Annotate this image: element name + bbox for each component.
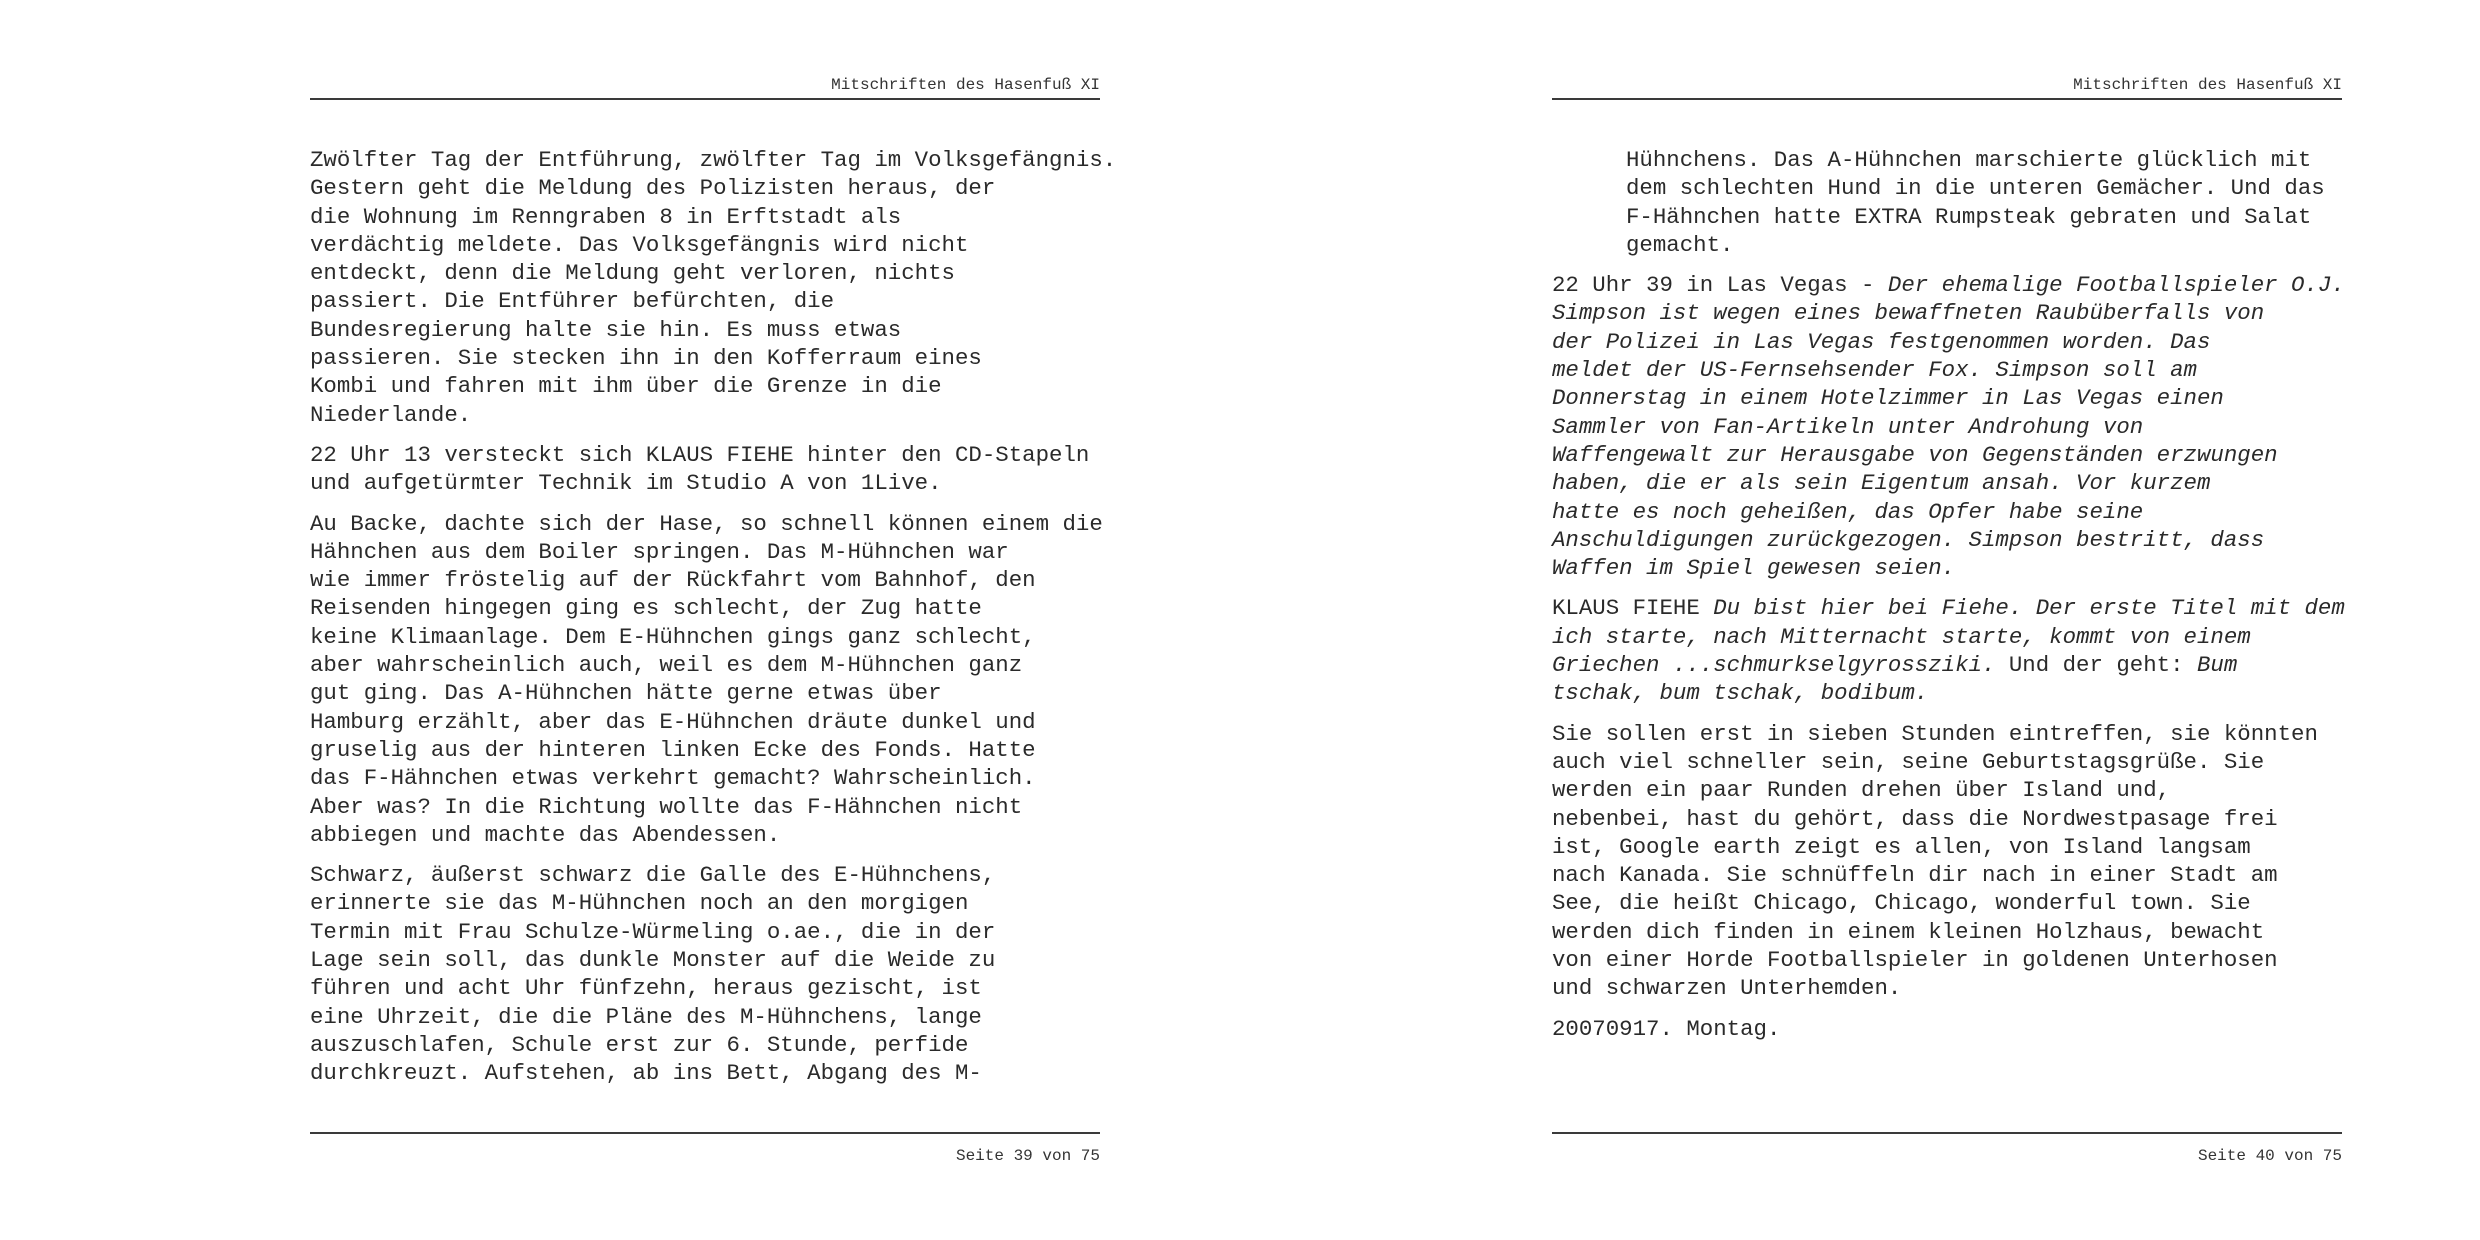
- quote-run: Der ehemalige Footballspieler O.J.: [1887, 272, 2345, 299]
- paragraph-geburtstag: [1552, 720, 2342, 1003]
- text-line: dem schlechten Hund in die unteren Gemächer. Und das: [1626, 175, 2325, 202]
- quote-line: Waffen im Spiel gewesen seien.: [1552, 555, 1956, 582]
- text-line: werden dich finden in einem kleinen Holzhaus, bewacht: [1552, 918, 2265, 945]
- page-body: [1552, 146, 2345, 1055]
- text-line: und aufgetürmter Technik im Studio A von 1Live.: [310, 470, 942, 497]
- quote-line: Simpson ist wegen eines bewaffneten Raubüberfalls von: [1552, 300, 2265, 327]
- left-page: [310, 0, 1117, 1240]
- text-line: Reisenden hingegen ging es schlecht, der Zug hatte: [310, 595, 982, 622]
- text-line: abbiegen und machte das Abendessen.: [310, 821, 781, 848]
- paragraph-las-vegas: [1552, 271, 2345, 582]
- quote-line: Sammler von Fan-Artikeln unter Androhung von: [1552, 413, 2144, 440]
- text-line: von einer Horde Footballspieler in goldenen Unterhosen: [1552, 947, 2278, 974]
- paragraph-au-backe: [310, 510, 1103, 850]
- header-rule: [310, 98, 1100, 100]
- quote-run: Griechen ...schmurkselgyrossziki.: [1552, 652, 1996, 679]
- text-line: [1552, 594, 2345, 622]
- right-page: [1552, 0, 2345, 1240]
- text-line: aber wahrscheinlich auch, weil es dem M-Hühnchen ganz: [310, 652, 1023, 679]
- text-line: Au Backe, dachte sich der Hase, so schnell können einem die: [310, 510, 1103, 537]
- text-line: Bundesregierung halte sie hin. Es muss etwas: [310, 316, 902, 343]
- page-number: Seite 39 von 75: [955, 1147, 1100, 1165]
- text-run: Und der geht:: [1995, 652, 2197, 679]
- text-line: führen und acht Uhr fünfzehn, heraus gezischt, ist: [310, 975, 982, 1002]
- quote-run: Bum: [2196, 652, 2238, 679]
- text-line: Zwölfter Tag der Entführung, zwölfter Tag im Volksgefängnis.: [310, 147, 1117, 173]
- quote-line: Waffengewalt zur Herausgabe von Gegenständen erzwungen: [1552, 441, 2278, 468]
- text-line: verdächtig meldete. Das Volksgefängnis wird nicht: [310, 231, 969, 258]
- text-line: Niederlande.: [310, 401, 472, 428]
- page-body: [310, 146, 1117, 1100]
- running-header: Mitschriften des Hasenfuß XI: [831, 76, 1100, 94]
- text-line: [1552, 651, 2342, 679]
- text-line: Termin mit Frau Schulze-Würmeling o.ae., die in der: [310, 918, 996, 945]
- text-line: 22 Uhr 13 versteckt sich KLAUS FIEHE hinter den CD-Stapeln: [310, 441, 1090, 468]
- quote-run: Du bist hier bei Fiehe. Der erste Titel mit dem: [1713, 595, 2345, 622]
- text-line: werden ein paar Runden drehen über Island und,: [1552, 777, 2171, 804]
- text-line: die Wohnung im Renngraben 8 in Erftstadt als: [310, 203, 902, 230]
- text-line: das F-Hähnchen etwas verkehrt gemacht? Wahrscheinlich.: [310, 765, 1036, 792]
- text-line: nebenbei, hast du gehört, dass die Nordwestpasage frei: [1552, 805, 2278, 832]
- text-line: auch viel schneller sein, seine Geburtstagsgrüße. Sie: [1552, 748, 2265, 775]
- quote-line: tschak, bum tschak, bodibum.: [1552, 680, 1929, 707]
- quote-line: meldet der US-Fernsehsender Fox. Simpson soll am: [1552, 357, 2197, 384]
- text-line: Lage sein soll, das dunkle Monster auf die Weide zu: [310, 947, 996, 974]
- text-line: nach Kanada. Sie schnüffeln dir nach in einer Stadt am: [1552, 862, 2278, 889]
- text-line: passiert. Die Entführer befürchten, die: [310, 288, 835, 315]
- quote-line: Donnerstag in einem Hotelzimmer in Las Vegas einen: [1552, 385, 2224, 412]
- text-line: gruselig aus der hinteren linken Ecke des Fonds. Hatte: [310, 736, 1036, 763]
- text-line: [1552, 271, 2345, 299]
- date-line: 20070917. Montag.: [1552, 1015, 1781, 1042]
- text-line: Hamburg erzählt, aber das E-Hühnchen dräute dunkel und: [310, 708, 1036, 735]
- text-line: F-Hähnchen hatte EXTRA Rumpsteak gebraten und Salat: [1626, 203, 2312, 230]
- paragraph-klaus-fiehe: [1552, 594, 2345, 707]
- text-line: Schwarz, äußerst schwarz die Galle des E-Hühnchens,: [310, 862, 996, 889]
- paragraph-entfuehrung: [310, 146, 1117, 429]
- text-line: Kombi und fahren mit ihm über die Grenze in die: [310, 373, 942, 400]
- text-line: keine Klimaanlage. Dem E-Hühnchen gings ganz schlecht,: [310, 623, 1036, 650]
- page-number: Seite 40 von 75: [2197, 1147, 2342, 1165]
- text-line: erinnerte sie das M-Hühnchen noch an den morgigen: [310, 890, 969, 917]
- text-run: KLAUS FIEHE: [1552, 595, 1714, 622]
- text-line: gut ging. Das A-Hühnchen hätte gerne etwas über: [310, 680, 942, 707]
- footer-rule: [310, 1132, 1100, 1134]
- paragraph-date: [1552, 1015, 2342, 1043]
- text-line: passieren. Sie stecken ihn in den Kofferraum eines: [310, 345, 982, 372]
- text-line: entdeckt, denn die Meldung geht verloren, nichts: [310, 260, 955, 287]
- paragraph-fiehe-studio: [310, 441, 1100, 498]
- text-line: Sie sollen erst in sieben Stunden eintreffen, sie könnten: [1552, 720, 2318, 747]
- paragraph-continuation: [1552, 146, 2342, 259]
- text-line: und schwarzen Unterhemden.: [1552, 975, 1902, 1002]
- text-line: eine Uhrzeit, die die Pläne des M-Hühnchens, lange: [310, 1003, 982, 1030]
- text-line: wie immer fröstelig auf der Rückfahrt vom Bahnhof, den: [310, 567, 1036, 594]
- text-line: durchkreuzt. Aufstehen, ab ins Bett, Abgang des M-: [310, 1060, 982, 1087]
- running-header: Mitschriften des Hasenfuß XI: [2073, 76, 2342, 94]
- quote-line: ich starte, nach Mitternacht starte, kommt von einem: [1552, 623, 2251, 650]
- text-line: Gestern geht die Meldung des Polizisten heraus, der: [310, 175, 996, 202]
- header-rule: [1552, 98, 2342, 100]
- text-line: ist, Google earth zeigt es allen, von Island langsam: [1552, 833, 2251, 860]
- paragraph-schwarz: [310, 861, 1100, 1087]
- text-run: 22 Uhr 39 in Las Vegas -: [1552, 272, 1888, 299]
- quote-line: der Polizei in Las Vegas festgenommen worden. Das: [1552, 328, 2211, 355]
- footer-rule: [1552, 1132, 2342, 1134]
- quote-line: hatte es noch geheißen, das Opfer habe seine: [1552, 498, 2144, 525]
- quote-line: haben, die er als sein Eigentum ansah. Vor kurzem: [1552, 470, 2211, 497]
- text-line: auszuschlafen, Schule erst zur 6. Stunde, perfide: [310, 1031, 969, 1058]
- text-line: Aber was? In die Richtung wollte das F-Hähnchen nicht: [310, 793, 1023, 820]
- text-line: Hähnchen aus dem Boiler springen. Das M-Hühnchen war: [310, 538, 1009, 565]
- text-line: Hühnchens. Das A-Hühnchen marschierte glücklich mit: [1626, 147, 2312, 173]
- text-line: gemacht.: [1626, 231, 1734, 258]
- text-line: See, die heißt Chicago, Chicago, wonderful town. Sie: [1552, 890, 2251, 917]
- quote-line: Anschuldigungen zurückgezogen. Simpson bestritt, dass: [1552, 526, 2265, 553]
